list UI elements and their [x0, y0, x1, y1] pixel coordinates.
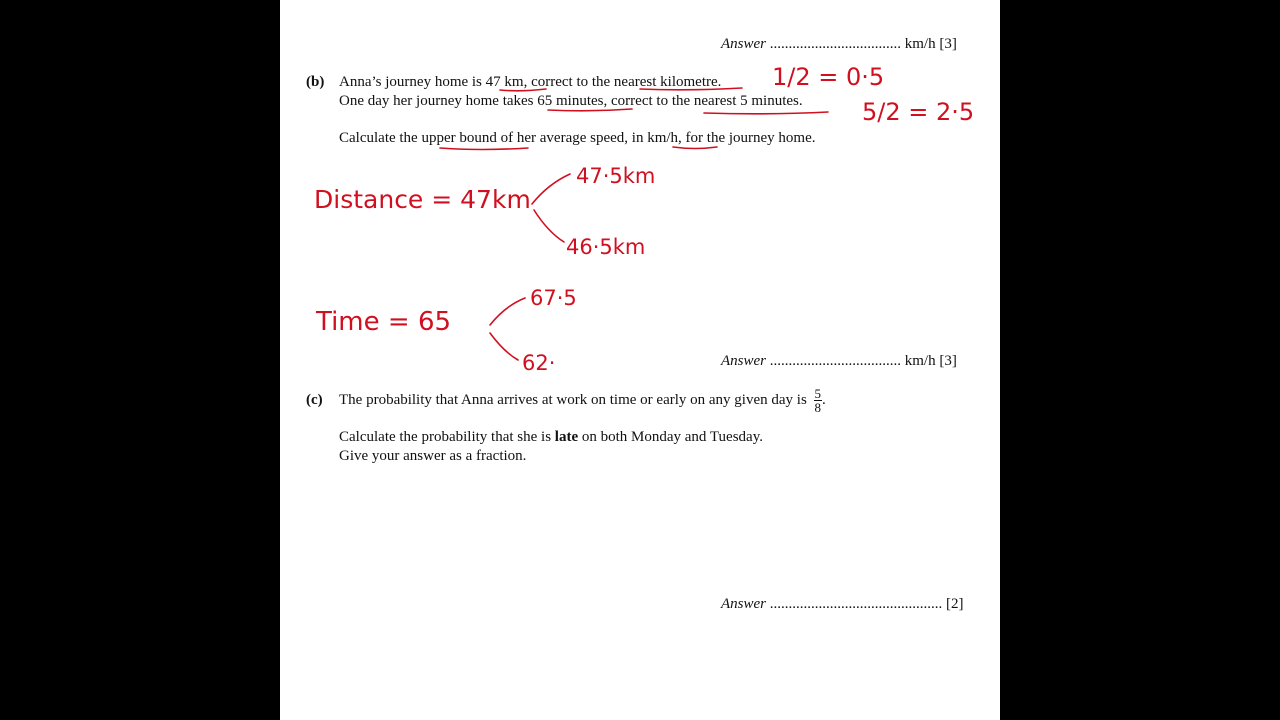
answer-label: Answer [721, 353, 766, 369]
note-distance: Distance = 47km [314, 185, 531, 214]
note-distance-lower: 46·5km [566, 235, 646, 259]
part-c-line-2-pre: Calculate the probability that she is [339, 429, 555, 445]
part-c-line-2-post: on both Monday and Tuesday. [578, 429, 763, 445]
part-c-line-3: Give your answer as a fraction. [339, 448, 527, 464]
answer-dots: .............................................. [769, 596, 943, 612]
branch-distance-upper [532, 174, 570, 204]
emphasis-late: late [554, 429, 579, 445]
part-c-line-1: The probability that Anna arrives at work on time or early on any given day is $\frac{5}{8}$ . [339, 386, 826, 416]
note-distance-upper: 47·5km [576, 164, 656, 188]
part-b-line-3: Calculate the upper bound of her average speed, in km/h, for the journey home. [339, 130, 816, 146]
note-time: Time = 65 [316, 307, 452, 337]
fraction-numerator: 5 [814, 386, 822, 402]
answer-marks: [3] [939, 36, 957, 52]
note-half: 1/2 = 0·5 [772, 63, 885, 91]
handwriting-layer [280, 0, 1000, 720]
note-time-lower: 62· [522, 351, 556, 375]
part-c-text: The probability that Anna arrives at work on time or early on any given day is [339, 392, 807, 408]
underline-nearest-kilometre [640, 88, 742, 90]
branch-distance-lower [534, 210, 564, 242]
part-c-label: (c) [306, 392, 323, 408]
part-b-label: (b) [306, 74, 325, 90]
underline-upper-bound [440, 148, 528, 150]
exam-page [280, 0, 1000, 720]
answer-dots: ................................... [769, 36, 901, 52]
part-b-line-2: One day her journey home takes 65 minutes, correct to the nearest 5 minutes. [339, 93, 803, 109]
underline-47km [500, 89, 546, 91]
underline-nearest-5-minutes [704, 112, 828, 114]
note-time-upper: 67·5 [530, 286, 577, 310]
answer-label: Answer [721, 36, 766, 52]
branch-time-upper [490, 298, 525, 325]
answer-label: Answer [721, 596, 766, 612]
fraction-denominator: 8 [814, 400, 822, 416]
note-five-half: 5/2 = 2·5 [862, 98, 975, 126]
branch-time-lower [490, 333, 518, 360]
underline-kmh [673, 147, 717, 149]
underline-65-minutes [548, 109, 632, 111]
answer-unit: km/h [904, 353, 936, 369]
answer-marks: [3] [939, 353, 957, 369]
part-b-line-1: Anna’s journey home is 47 km, correct to the nearest kilometre. [339, 74, 722, 90]
answer-dots: ................................... [769, 353, 901, 369]
answer-unit: km/h [904, 36, 936, 52]
answer-marks: [2] [946, 596, 964, 612]
